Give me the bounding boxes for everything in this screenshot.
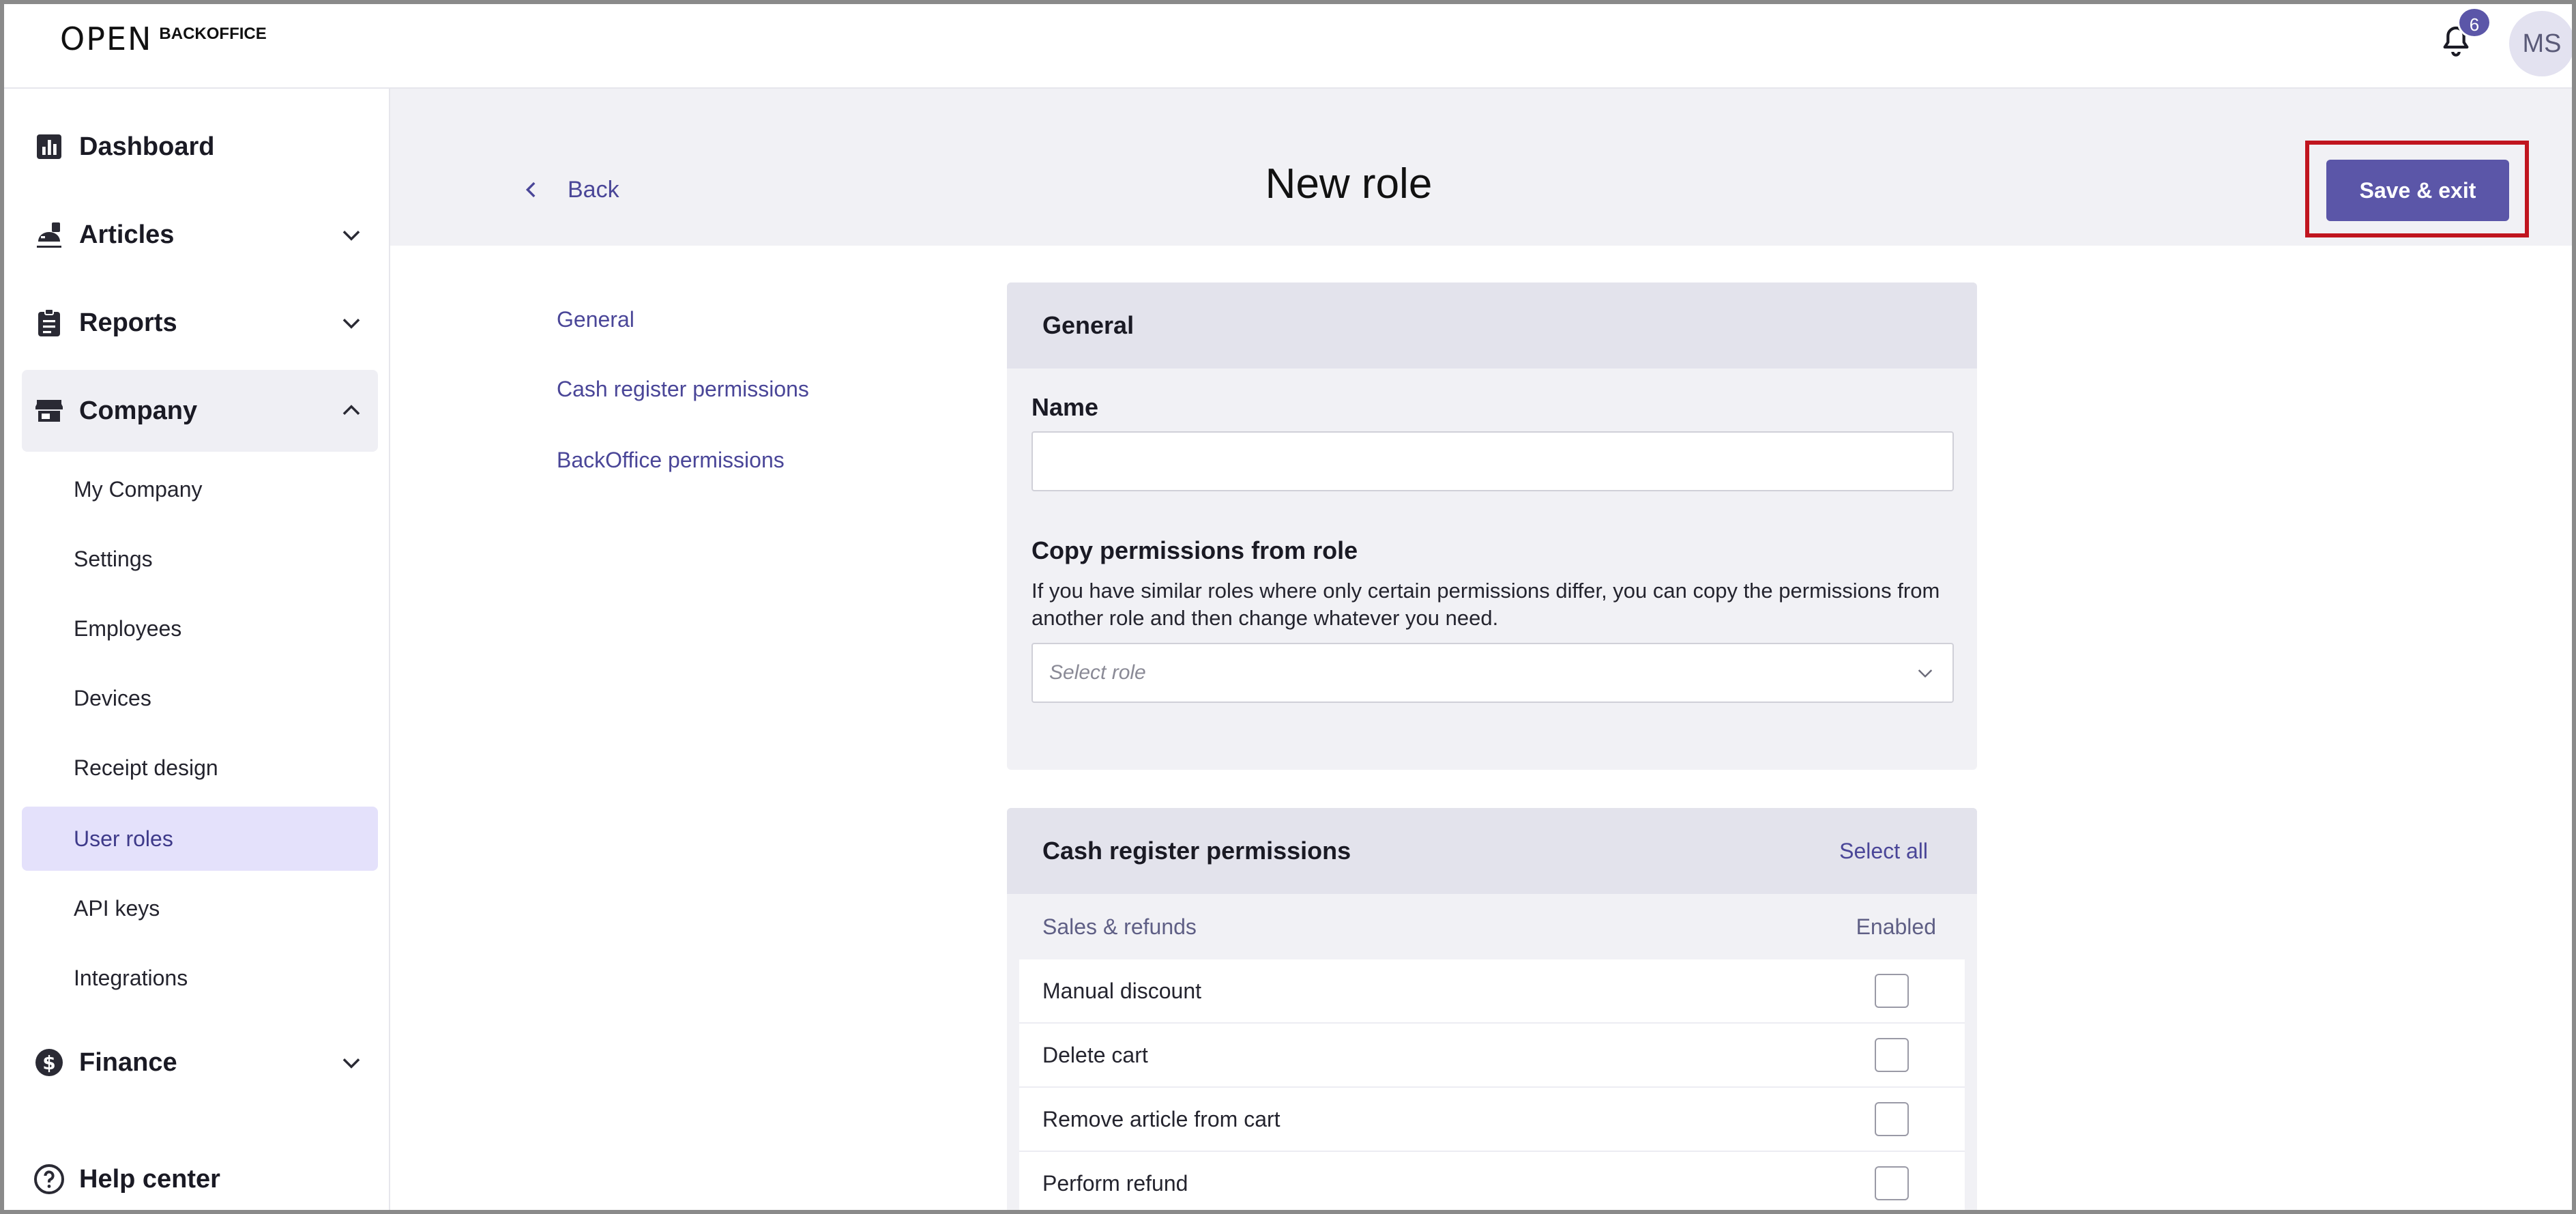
sidebar-item-user-roles[interactable]: User roles xyxy=(22,807,378,871)
sidebar-item-help-center[interactable] xyxy=(22,1138,378,1214)
top-bar xyxy=(4,4,2576,89)
copy-permissions-help: If you have similar roles where only certain permissions differ, you can copy the permissions from another role and then change whatever you need. xyxy=(1031,579,1940,630)
sidebar-item-company[interactable] xyxy=(22,370,378,452)
back-link[interactable] xyxy=(520,173,619,206)
copy-permissions-label: Copy permissions from role xyxy=(1031,536,1358,564)
name-input[interactable] xyxy=(1031,431,1954,491)
dashboard-icon xyxy=(33,130,65,163)
permission-name: Manual discount xyxy=(1042,978,1202,1003)
dollar-icon xyxy=(33,1046,65,1079)
svg-text:$: $ xyxy=(42,1052,56,1074)
articles-icon xyxy=(33,218,65,251)
avatar[interactable]: MS xyxy=(2509,11,2575,76)
enabled-column-label: Enabled xyxy=(1856,914,1936,939)
logo-word: BACKOFFICE xyxy=(159,25,267,43)
sidebar-item-my-company[interactable]: My Company xyxy=(74,476,203,502)
logo[interactable] xyxy=(60,20,267,57)
chevron-left-icon xyxy=(520,178,543,201)
logo-mark: OPEN xyxy=(60,20,153,57)
general-card xyxy=(1007,283,1977,770)
chevron-up-icon xyxy=(338,398,364,424)
sidebar xyxy=(4,89,390,1214)
save-exit-button[interactable]: Save & exit xyxy=(2326,160,2509,221)
sidebar-item-dashboard[interactable] xyxy=(22,106,378,188)
section-link-backoffice[interactable]: BackOffice permissions xyxy=(557,448,785,472)
clipboard-icon xyxy=(33,306,65,339)
permission-checkbox[interactable] xyxy=(1875,1102,1909,1136)
sidebar-item-integrations[interactable]: Integrations xyxy=(74,965,188,990)
name-label: Name xyxy=(1031,393,1099,421)
sidebar-item-label: Finance xyxy=(79,1047,177,1077)
store-icon xyxy=(33,394,65,427)
chevron-down-icon xyxy=(338,1050,364,1075)
permission-row xyxy=(1019,1088,1965,1152)
sidebar-item-devices[interactable]: Devices xyxy=(74,685,151,710)
sidebar-item-settings[interactable]: Settings xyxy=(74,546,153,571)
sidebar-item-finance[interactable] xyxy=(22,1022,378,1103)
select-all-link[interactable]: Select all xyxy=(1839,838,1928,863)
sidebar-item-label: Help center xyxy=(79,1164,220,1194)
group-label: Sales & refunds xyxy=(1042,914,1197,939)
sidebar-item-articles[interactable] xyxy=(22,194,378,276)
sidebar-item-label: Articles xyxy=(79,220,175,249)
sidebar-item-label: Company xyxy=(79,396,198,425)
permission-checkbox[interactable] xyxy=(1875,1038,1909,1072)
permission-name: Delete cart xyxy=(1042,1042,1148,1067)
cash-register-card-heading xyxy=(1007,808,1977,894)
permission-group-header xyxy=(1007,894,1977,959)
permission-row xyxy=(1019,1024,1965,1088)
section-link-general[interactable]: General xyxy=(557,307,634,332)
permission-name: Remove article from cart xyxy=(1042,1106,1280,1131)
select-role-dropdown[interactable] xyxy=(1031,643,1954,703)
sidebar-item-reports[interactable] xyxy=(22,282,378,364)
permission-checkbox[interactable] xyxy=(1875,974,1909,1008)
general-card-heading: General xyxy=(1007,283,1977,368)
sidebar-item-employees[interactable]: Employees xyxy=(74,616,182,641)
chevron-down-icon xyxy=(1914,662,1936,684)
sidebar-item-api-keys[interactable]: API keys xyxy=(74,895,160,921)
cash-register-card xyxy=(1007,808,1977,1214)
select-role-placeholder: Select role xyxy=(1049,661,1146,684)
chevron-down-icon xyxy=(338,310,364,336)
sidebar-item-receipt-design[interactable]: Receipt design xyxy=(74,755,218,780)
page-title: New role xyxy=(1265,160,1433,207)
notification-badge[interactable]: 6 xyxy=(2457,7,2491,38)
cash-register-title: Cash register permissions xyxy=(1042,837,1351,865)
back-label: Back xyxy=(568,176,619,203)
section-link-cash-register[interactable]: Cash register permissions xyxy=(557,377,809,401)
help-icon xyxy=(33,1163,65,1196)
sidebar-item-label: Dashboard xyxy=(79,132,215,161)
page-header xyxy=(390,89,2576,246)
permission-row xyxy=(1019,1152,1965,1214)
chevron-down-icon xyxy=(338,222,364,248)
sidebar-item-label: Reports xyxy=(79,308,177,337)
permission-checkbox[interactable] xyxy=(1875,1166,1909,1200)
permission-row xyxy=(1019,959,1965,1024)
permission-name: Perform refund xyxy=(1042,1170,1188,1196)
